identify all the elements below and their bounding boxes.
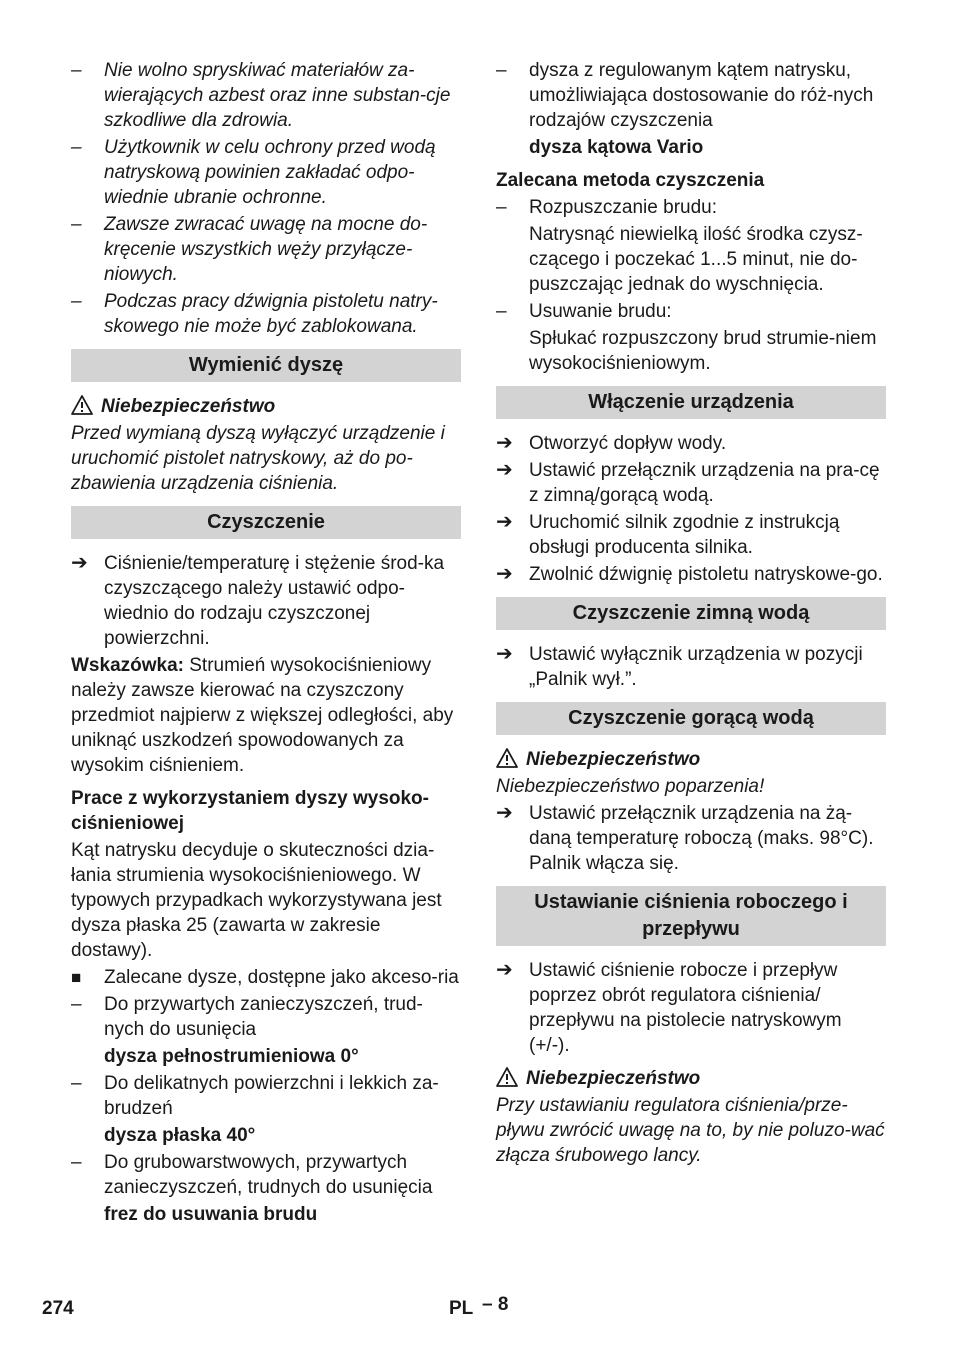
nozzle-item: – Do grubowarstwowych, przywartych zanieczyszczeń, trudnych do usunięcia (71, 1152, 433, 1198)
accessory-item: ■ Zalecane dysze, dostępne jako akceso-ria (71, 967, 459, 988)
section-heading-hot: Czyszczenie gorącą wodą (496, 702, 886, 735)
danger-label: Niebezpieczeństwo (496, 1066, 886, 1091)
danger-label: Niebezpieczeństwo (496, 747, 886, 772)
instruction-item: ➔ Ciśnienie/temperaturę i stężenie środ-ka czyszczącego należy ustawić odpo-wiednio do rodzaju czyszczonej powierzchni. (71, 552, 445, 649)
instruction-item: ➔ Ustawić przełącznik urządzenia na żą-daną temperaturę roboczą (maks. 98°C). Palnik włącza się. (496, 802, 874, 874)
instruction-item: ➔ Zwolnić dźwignię pistoletu natryskowe-go. (496, 563, 883, 585)
step-text: Natrysnąć niewielką ilość środka czysz-czącego i poczekać 1...5 minut, nie do-puszczając jednak do wyschnięcia. (529, 224, 863, 295)
high-pressure-text: Kąt natrysku decyduje o skuteczności dzia-łania strumienia wysokociśnieniowego. W typowych przypadkach wykorzystywana jest dysza płaska 25 (zawarta w zakresie dostawy). (71, 840, 442, 961)
step-item: – Rozpuszczanie brudu: (496, 197, 717, 218)
arrow-right-icon: ➔ (496, 459, 513, 481)
subheading-method: Zalecana metoda czyszczenia (496, 170, 765, 191)
step-item: – Usuwanie brudu: (496, 301, 672, 322)
instruction-item: ➔ Otworzyć dopływ wody. (496, 432, 727, 454)
warning-triangle-icon (71, 395, 93, 415)
nozzle-item: – dysza z regulowanym kątem natrysku, umożliwiająca dostosowanie do róż-nych rodzajów czyszczenia (496, 60, 874, 131)
nozzle-item: – Do delikatnych powierzchni i lekkich za-brudzeń (71, 1073, 439, 1119)
section-heading-nozzle: Wymienić dyszę (71, 349, 461, 382)
warning-triangle-icon (496, 748, 518, 768)
warning-triangle-icon (496, 1067, 518, 1087)
instruction-item: ➔ Ustawić wyłącznik urządzenia w pozycji „Palnik wył.”. (496, 643, 863, 690)
right-column (496, 58, 886, 1170)
section-heading-startup: Włączenie urządzenia (496, 386, 886, 419)
arrow-right-icon: ➔ (496, 511, 513, 533)
nozzle-name: dysza kątowa Vario (529, 137, 704, 158)
nozzle-name: dysza pełnostrumieniowa 0° (104, 1046, 359, 1067)
danger-label: Niebezpieczeństwo (71, 394, 461, 419)
arrow-right-icon: ➔ (496, 643, 513, 665)
warning-item: – Użytkownik w celu ochrony przed wodą natryskową powinien zakładać odpo-wiednie ubranie ochronne. (71, 137, 436, 208)
section-heading-pressure: Ustawianie ciśnienia roboczego i przepływu (496, 886, 886, 946)
warning-item: – Podczas pracy dźwignia pistoletu natry-skowego nie może być zablokowana. (71, 291, 438, 337)
danger-text: Przy ustawianiu regulatora ciśnienia/prze-pływu zwrócić uwagę na to, by nie poluzo-wać złącza śrubowego lancy. (496, 1095, 885, 1166)
subheading-high-pressure: Prace z wykorzystaniem dyszy wysoko-ciśnieniowej (71, 788, 429, 834)
danger-text: Niebezpieczeństwo poparzenia! (496, 776, 765, 797)
square-bullet-icon: ■ (71, 968, 82, 987)
instruction-item: ➔ Uruchomić silnik zgodnie z instrukcją obsługi producenta silnika. (496, 511, 840, 558)
note-paragraph: Wskazówka: Strumień wysokociśnieniowy należy zawsze kierować na czyszczony przedmiot najpierw z większej odległości, aby uniknąć uszkodzeń spowodowanych za wysokim ciśnieniem. (71, 655, 454, 776)
section-heading-cleaning: Czyszczenie (71, 506, 461, 539)
arrow-right-icon: ➔ (496, 959, 513, 981)
step-text: Spłukać rozpuszczony brud strumie-niem wysokociśnieniowym. (529, 328, 877, 374)
language-code: PL (449, 1298, 474, 1319)
instruction-item: ➔ Ustawić przełącznik urządzenia na pra-cę z zimną/gorącą wodą. (496, 459, 880, 506)
warning-item: – Zawsze zwracać uwagę na mocne do-kręcenie wszystkich węży przyłącze-niowych. (71, 214, 428, 285)
arrow-right-icon: ➔ (496, 802, 513, 824)
arrow-right-icon: ➔ (496, 563, 513, 585)
nozzle-name: frez do usuwania brudu (104, 1204, 318, 1225)
arrow-right-icon: ➔ (496, 432, 513, 454)
danger-text: Przed wymianą dyszą wyłączyć urządzenie i uruchomić pistolet natryskowy, aż do po-zbawienia urządzenia ciśnienia. (71, 423, 445, 494)
instruction-item: ➔ Ustawić ciśnienie robocze i przepływ poprzez obrót regulatora ciśnienia/ przepływu na pistolecie natryskowym (+/-). (496, 959, 842, 1056)
nozzle-name: dysza płaska 40° (104, 1125, 256, 1146)
left-column (71, 58, 461, 1229)
arrow-right-icon: ➔ (71, 552, 88, 574)
nozzle-item: – Do przywartych zanieczyszczeń, trud-nych do usunięcia (71, 994, 423, 1040)
page-number: 274 (42, 1298, 74, 1319)
warning-item: – Nie wolno spryskiwać materiałów za-wierających azbest oraz inne substan-cje szkodliwe dla zdrowia. (71, 60, 451, 131)
section-heading-cold: Czyszczenie zimną wodą (496, 597, 886, 630)
section-page: – 8 (482, 1294, 509, 1315)
